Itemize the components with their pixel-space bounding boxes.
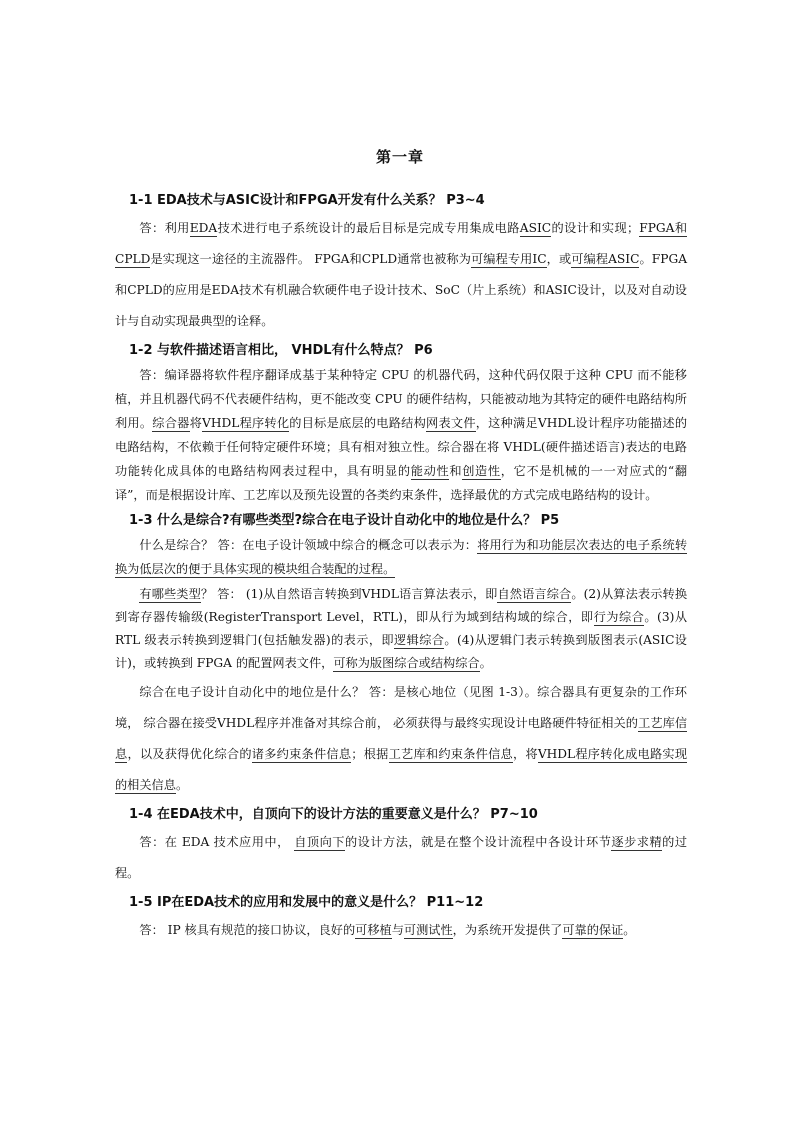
answer-text: 和: [449, 464, 463, 478]
underlined-term: 自顶向下: [294, 835, 345, 849]
underlined-term: 网表文件: [426, 416, 476, 430]
underlined-term: 可靠的保证: [562, 923, 624, 937]
answer-text: ，或: [546, 252, 572, 266]
document-body: [115, 189, 687, 948]
question-1-2: 1-2 与软件描述语言相比， VHDL有什么特点？ P6: [129, 343, 433, 358]
underlined-term: 有哪些类型: [139, 587, 201, 601]
answer-1-4: [115, 827, 687, 889]
answer-text: 答：在 EDA 技术应用中，: [139, 835, 295, 849]
underlined-term: FPGA和CPLD: [115, 221, 688, 266]
underlined-term: 逻辑综合: [394, 633, 445, 647]
underlined-term: 工艺库信息: [115, 716, 688, 761]
answer-text: ，以及获得优化综合的: [127, 747, 252, 761]
underlined-term: 诸多约束条件信息: [251, 747, 352, 761]
underlined-term: VHDL程序转化成电路实现的相关信息: [115, 747, 688, 792]
answer-text: 答：编译器将软件程序翻译成基于某种特定 CPU 的机器代码，这种代码仅限于这种 CPU 而不能移植，并且机器代码不代表硬件结构，更不能改变 CPU 的硬件结构，只能被动地为其特定的硬件电路结构所利用。: [115, 368, 687, 430]
answer-text: 答： IP 核具有规范的接口协议，良好的: [139, 923, 356, 937]
underlined-term: 可编程ASIC: [571, 252, 640, 266]
underlined-term: 能动性: [410, 464, 450, 478]
underlined-term: 将用行为和功能层次表达的电子系统转换为低层次的便于具体实现的模块组合装配的过程。: [115, 538, 688, 576]
question-1-5: 1-5 IP在EDA技术的应用和发展中的意义是什么？ P11~12: [129, 895, 484, 910]
answer-text: 。FPGA和CPLD的应用是EDA技术有机融合软硬件电子设计技术、SoC（片上系统）和ASIC设计，以及对自动设计与自动实现最典型的诠释。: [115, 252, 688, 328]
answer-text: 的目标是底层的电路结构: [289, 416, 427, 430]
question-1-1: 1-1 EDA技术与ASIC设计和FPGA开发有什么关系？ P3~4: [129, 193, 485, 208]
underlined-term: 可编程专用IC: [471, 252, 547, 266]
answer-text: 的设计方法，就是在整个设计流程中各设计环节: [344, 835, 612, 849]
underlined-term: 综合器: [152, 416, 190, 430]
answer-text: 综合在电子设计自动化中的地位是什么？ 答：是核心地位（见图 1-3）。综合器具有更复杂的工作环境， 综合器在接受VHDL程序并准备对其综合前， 必须获得与最终实现设计电路硬件特征相关的: [115, 685, 687, 730]
answer-text: 。: [479, 656, 492, 670]
answer-1-3-types: [115, 583, 687, 675]
answer-text: 的设计和实现；: [551, 221, 640, 235]
answer-1-1: [115, 213, 687, 337]
answer-1-3-role: [115, 677, 687, 801]
chapter-title: 第一章: [375, 148, 424, 166]
answer-text: 。: [175, 778, 189, 792]
underlined-term: 可移植: [355, 923, 392, 937]
answer-text: 答：利用: [139, 221, 190, 235]
answer-1-3-what: [115, 533, 687, 581]
answer-text: 的过程。: [115, 835, 688, 880]
answer-text: ，它不是机械的一一对应式的“翻译”，而是根据设计库、工艺库以及预先设置的各类约束条件，选择最优的方式完成电路结构的设计。: [115, 464, 688, 502]
answer-text: ，为系统开发提供了: [452, 923, 563, 937]
underlined-term: ASIC: [519, 221, 552, 235]
underlined-term: 工艺库和约束条件信息: [388, 747, 513, 761]
answer-1-2: [115, 363, 687, 507]
underlined-term: EDA: [189, 221, 218, 235]
answer-text: ？ 答： (1)从自然语言转换到VHDL语言算法表示，即: [200, 587, 498, 601]
underlined-term: VHDL程序转化: [202, 416, 290, 430]
answer-text: 技术进行电子系统设计的最后目标是完成专用集成电路: [217, 221, 520, 235]
answer-text: ；根据: [351, 747, 389, 761]
answer-text: 是实现这一途径的主流器件。 FPGA和CPLD通常也被称为: [150, 252, 471, 266]
answer-text: 。(3)从 RTL 级表示转换到逻辑门(包括触发器)的表示，即: [115, 610, 688, 647]
answer-text: 。(4)从逻辑门表示转换到版图表示(ASIC设计)，或转换到 FPGA 的配置网表文件，: [115, 633, 687, 670]
underlined-term: 逐步求精: [611, 835, 663, 849]
answer-text: ，这种满足VHDL设计程序功能描述的电路结构，不依赖于任何特定硬件环境；具有相对独立性。综合器在将 VHDL(硬件描述语言)表达的电路功能转化成具体的电路结构网表过程中，具有明显的: [115, 416, 688, 478]
answer-text: 什么是综合？ 答：在电子设计领域中综合的概念可以表示为：: [139, 538, 478, 552]
underlined-term: 创造性: [462, 464, 501, 478]
answer-1-5: [115, 915, 687, 946]
underlined-term: 可测试性: [403, 923, 453, 937]
answer-text: 与: [391, 923, 404, 937]
underlined-term: 行为综合: [593, 610, 645, 624]
underlined-term: 自然语言综合: [497, 587, 572, 601]
question-1-4: 1-4 在EDA技术中，自顶向下的设计方法的重要意义是什么？ P7~10: [129, 807, 538, 822]
answer-text: 将: [189, 416, 203, 430]
answer-text: ，将: [512, 747, 538, 761]
underlined-term: 可称为版图综合或结构综合: [333, 656, 480, 670]
answer-text: 。: [623, 923, 636, 937]
answer-text: 。(2)从算法表示转换到寄存器传输级(RegisterTransport Level，RTL)，即从行为域到结构域的综合，即: [115, 587, 688, 624]
question-1-3: 1-3 什么是综合?有哪些类型?综合在电子设计自动化中的地位是什么？ P5: [129, 513, 560, 528]
